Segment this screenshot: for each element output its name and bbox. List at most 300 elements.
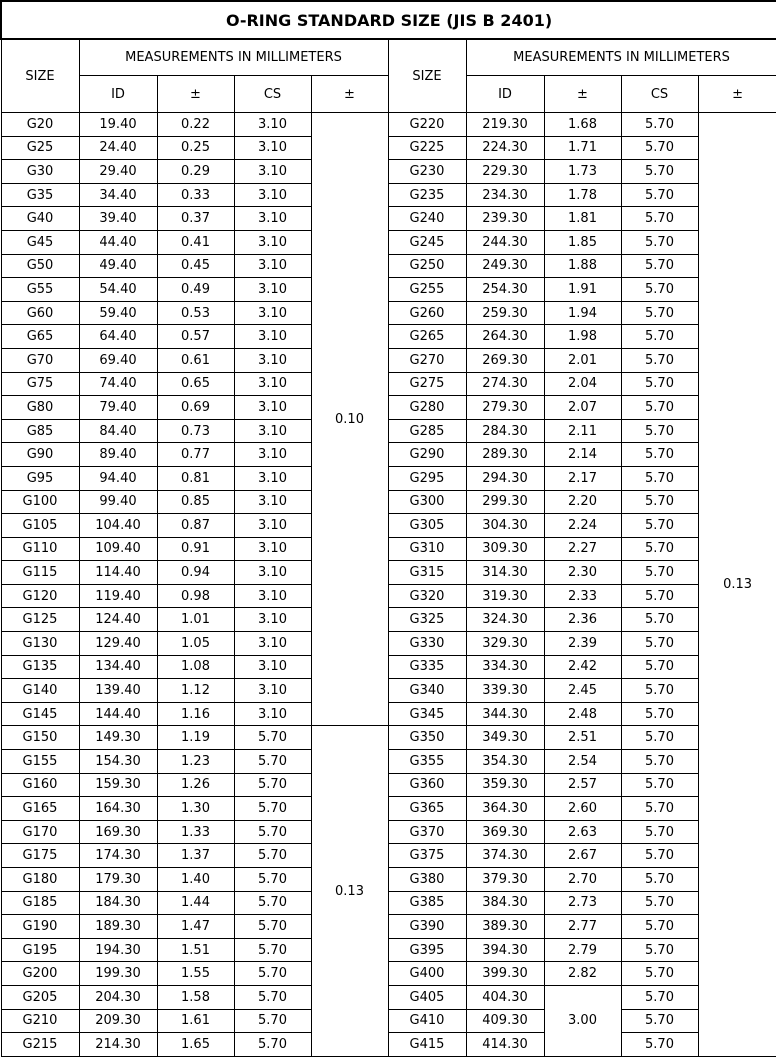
cs-cell: 3.10 <box>234 702 311 726</box>
size-cell: G45 <box>1 230 79 254</box>
id-cell: 39.40 <box>79 207 157 231</box>
cs-cell: 5.70 <box>621 938 698 962</box>
id-tol-cell: 2.79 <box>544 938 621 962</box>
id-tol-cell: 1.88 <box>544 254 621 278</box>
table-row <box>1 726 776 750</box>
size-header-right: SIZE <box>388 39 466 113</box>
cs-cell: 5.70 <box>621 113 698 137</box>
cs-cell: 3.10 <box>234 278 311 302</box>
table-row <box>1 278 776 302</box>
cs-cell: 3.10 <box>234 514 311 538</box>
size-cell: G400 <box>388 962 466 986</box>
size-cell: G20 <box>1 113 79 137</box>
size-cell: G295 <box>388 466 466 490</box>
size-cell: G395 <box>388 938 466 962</box>
cs-cell: 3.10 <box>234 113 311 137</box>
cs-cell: 3.10 <box>234 584 311 608</box>
id-tol-cell: 2.17 <box>544 466 621 490</box>
cs-cell: 3.10 <box>234 466 311 490</box>
cs-cell: 5.70 <box>621 136 698 160</box>
size-cell: G280 <box>388 396 466 420</box>
cs-cell: 5.70 <box>621 254 698 278</box>
id-tol-cell: 0.22 <box>157 113 234 137</box>
table-row <box>1 443 776 467</box>
cs-cell: 5.70 <box>621 466 698 490</box>
id-tol-cell: 2.30 <box>544 561 621 585</box>
id-cell: 344.30 <box>466 702 544 726</box>
cs-cell: 5.70 <box>621 797 698 821</box>
id-cell: 234.30 <box>466 183 544 207</box>
id-cell: 414.30 <box>466 1033 544 1057</box>
id-cell: 169.30 <box>79 820 157 844</box>
id-cell: 179.30 <box>79 868 157 892</box>
size-cell: G125 <box>1 608 79 632</box>
cs-cell: 5.70 <box>234 962 311 986</box>
id-cell: 364.30 <box>466 797 544 821</box>
id-cell: 214.30 <box>79 1033 157 1057</box>
cs-cell: 5.70 <box>621 773 698 797</box>
id-tol-cell: 2.39 <box>544 632 621 656</box>
id-tol-cell: 1.37 <box>157 844 234 868</box>
cs-cell: 3.10 <box>234 183 311 207</box>
id-tol-cell: 1.98 <box>544 325 621 349</box>
id-tol-cell: 0.85 <box>157 490 234 514</box>
id-tol-cell: 2.73 <box>544 891 621 915</box>
size-cell: G190 <box>1 915 79 939</box>
cs-cell: 5.70 <box>621 962 698 986</box>
cs-cell: 5.70 <box>621 820 698 844</box>
id-tol-cell: 0.45 <box>157 254 234 278</box>
cs-cell: 5.70 <box>234 844 311 868</box>
table-row <box>1 773 776 797</box>
table-row <box>1 655 776 679</box>
id-cell: 354.30 <box>466 750 544 774</box>
cs-cell: 5.70 <box>234 938 311 962</box>
id-tol-cell: 1.55 <box>157 962 234 986</box>
id-tol-cell: 2.27 <box>544 537 621 561</box>
size-header-left: SIZE <box>1 39 79 113</box>
table-row <box>1 136 776 160</box>
size-cell: G385 <box>388 891 466 915</box>
size-cell: G120 <box>1 584 79 608</box>
cs-cell: 3.10 <box>234 230 311 254</box>
id-cell: 399.30 <box>466 962 544 986</box>
id-cell: 104.40 <box>79 514 157 538</box>
size-cell: G140 <box>1 679 79 703</box>
id-tol-cell: 1.19 <box>157 726 234 750</box>
id-tol-cell: 0.37 <box>157 207 234 231</box>
id-tol-cell: 0.29 <box>157 160 234 184</box>
id-cell: 129.40 <box>79 632 157 656</box>
size-cell: G225 <box>388 136 466 160</box>
id-cell: 284.30 <box>466 419 544 443</box>
table-title: O-RING STANDARD SIZE (JIS B 2401) <box>1 1 776 39</box>
id-tol-header-left: ± <box>157 76 234 113</box>
id-cell: 239.30 <box>466 207 544 231</box>
id-cell: 29.40 <box>79 160 157 184</box>
id-tol-cell: 0.77 <box>157 443 234 467</box>
size-cell: G110 <box>1 537 79 561</box>
cs-cell: 3.10 <box>234 561 311 585</box>
id-tol-cell: 2.67 <box>544 844 621 868</box>
size-cell: G180 <box>1 868 79 892</box>
id-tol-cell: 1.61 <box>157 1009 234 1033</box>
size-cell: G230 <box>388 160 466 184</box>
id-cell: 54.40 <box>79 278 157 302</box>
size-cell: G330 <box>388 632 466 656</box>
table-body <box>1 113 776 1057</box>
cs-cell: 5.70 <box>234 891 311 915</box>
size-cell: G300 <box>388 490 466 514</box>
id-cell: 209.30 <box>79 1009 157 1033</box>
id-tol-cell: 2.63 <box>544 820 621 844</box>
id-cell: 274.30 <box>466 372 544 396</box>
size-cell: G35 <box>1 183 79 207</box>
id-cell: 319.30 <box>466 584 544 608</box>
id-cell: 289.30 <box>466 443 544 467</box>
cs-tol-header-right: ± <box>698 76 776 113</box>
table-row <box>1 750 776 774</box>
cs-cell: 5.70 <box>621 372 698 396</box>
id-tol-cell: 0.69 <box>157 396 234 420</box>
cs-cell: 5.70 <box>621 537 698 561</box>
id-tol-cell: 1.23 <box>157 750 234 774</box>
cs-header-right: CS <box>621 76 698 113</box>
table-row <box>1 325 776 349</box>
size-cell: G320 <box>388 584 466 608</box>
cs-cell: 5.70 <box>621 891 698 915</box>
id-cell: 79.40 <box>79 396 157 420</box>
id-tol-cell: 1.12 <box>157 679 234 703</box>
id-cell: 74.40 <box>79 372 157 396</box>
id-tol-cell: 0.87 <box>157 514 234 538</box>
id-cell: 159.30 <box>79 773 157 797</box>
id-cell: 124.40 <box>79 608 157 632</box>
id-cell: 334.30 <box>466 655 544 679</box>
size-cell: G170 <box>1 820 79 844</box>
id-tol-cell: 1.81 <box>544 207 621 231</box>
size-cell: G265 <box>388 325 466 349</box>
table-row <box>1 372 776 396</box>
id-cell: 264.30 <box>466 325 544 349</box>
size-cell: G290 <box>388 443 466 467</box>
size-cell: G215 <box>1 1033 79 1057</box>
cs-cell: 5.70 <box>621 278 698 302</box>
size-cell: G60 <box>1 301 79 325</box>
size-cell: G105 <box>1 514 79 538</box>
id-tol-cell: 1.33 <box>157 820 234 844</box>
id-cell: 389.30 <box>466 915 544 939</box>
id-tol-cell: 2.01 <box>544 348 621 372</box>
table-row <box>1 938 776 962</box>
cs-cell: 5.70 <box>234 820 311 844</box>
size-cell: G160 <box>1 773 79 797</box>
cs-cell: 5.70 <box>621 702 698 726</box>
cs-cell: 5.70 <box>621 1033 698 1057</box>
id-tol-cell: 3.00 <box>544 985 621 1056</box>
size-cell: G350 <box>388 726 466 750</box>
id-tol-cell: 0.73 <box>157 419 234 443</box>
table-row <box>1 183 776 207</box>
id-tol-cell: 1.91 <box>544 278 621 302</box>
cs-cell: 3.10 <box>234 301 311 325</box>
cs-cell: 5.70 <box>621 750 698 774</box>
id-tol-cell: 2.20 <box>544 490 621 514</box>
id-cell: 249.30 <box>466 254 544 278</box>
table-row <box>1 985 776 1009</box>
size-cell: G315 <box>388 561 466 585</box>
id-cell: 44.40 <box>79 230 157 254</box>
id-cell: 49.40 <box>79 254 157 278</box>
size-cell: G405 <box>388 985 466 1009</box>
cs-cell: 3.10 <box>234 396 311 420</box>
id-tol-cell: 2.60 <box>544 797 621 821</box>
table-row <box>1 348 776 372</box>
id-tol-cell: 0.98 <box>157 584 234 608</box>
id-cell: 64.40 <box>79 325 157 349</box>
id-tol-cell: 1.01 <box>157 608 234 632</box>
id-tol-cell: 1.58 <box>157 985 234 1009</box>
id-cell: 359.30 <box>466 773 544 797</box>
id-tol-cell: 2.51 <box>544 726 621 750</box>
id-cell: 139.40 <box>79 679 157 703</box>
cs-cell: 5.70 <box>234 868 311 892</box>
cs-cell: 5.70 <box>234 797 311 821</box>
id-header-right: ID <box>466 76 544 113</box>
id-tol-cell: 0.91 <box>157 537 234 561</box>
cs-cell: 5.70 <box>621 584 698 608</box>
cs-cell: 5.70 <box>621 632 698 656</box>
cs-cell: 3.10 <box>234 136 311 160</box>
size-cell: G30 <box>1 160 79 184</box>
cs-cell: 5.70 <box>234 750 311 774</box>
cs-cell: 5.70 <box>621 230 698 254</box>
id-cell: 254.30 <box>466 278 544 302</box>
cs-cell: 5.70 <box>621 325 698 349</box>
id-cell: 99.40 <box>79 490 157 514</box>
size-cell: G375 <box>388 844 466 868</box>
cs-cell: 5.70 <box>234 1009 311 1033</box>
table-row <box>1 419 776 443</box>
table-row <box>1 230 776 254</box>
size-cell: G145 <box>1 702 79 726</box>
size-cell: G155 <box>1 750 79 774</box>
id-cell: 379.30 <box>466 868 544 892</box>
cs-cell: 3.10 <box>234 655 311 679</box>
id-tol-cell: 1.05 <box>157 632 234 656</box>
id-tol-cell: 1.40 <box>157 868 234 892</box>
table-row <box>1 702 776 726</box>
id-cell: 394.30 <box>466 938 544 962</box>
id-tol-cell: 0.94 <box>157 561 234 585</box>
table-row <box>1 160 776 184</box>
id-cell: 244.30 <box>466 230 544 254</box>
id-tol-cell: 0.41 <box>157 230 234 254</box>
size-cell: G240 <box>388 207 466 231</box>
cs-cell: 5.70 <box>621 396 698 420</box>
id-tol-cell: 0.49 <box>157 278 234 302</box>
id-cell: 279.30 <box>466 396 544 420</box>
cs-cell: 5.70 <box>621 608 698 632</box>
id-cell: 114.40 <box>79 561 157 585</box>
size-cell: G115 <box>1 561 79 585</box>
cs-cell: 3.10 <box>234 207 311 231</box>
id-cell: 324.30 <box>466 608 544 632</box>
id-cell: 269.30 <box>466 348 544 372</box>
table-row <box>1 844 776 868</box>
table-row <box>1 1033 776 1057</box>
size-cell: G130 <box>1 632 79 656</box>
table-row <box>1 584 776 608</box>
id-tol-cell: 0.81 <box>157 466 234 490</box>
id-cell: 349.30 <box>466 726 544 750</box>
id-cell: 259.30 <box>466 301 544 325</box>
cs-cell: 3.10 <box>234 348 311 372</box>
table-row <box>1 301 776 325</box>
table-row <box>1 466 776 490</box>
id-cell: 339.30 <box>466 679 544 703</box>
cs-header-left: CS <box>234 76 311 113</box>
id-tol-cell: 1.51 <box>157 938 234 962</box>
cs-cell: 3.10 <box>234 490 311 514</box>
id-cell: 314.30 <box>466 561 544 585</box>
cs-cell: 3.10 <box>234 608 311 632</box>
size-cell: G370 <box>388 820 466 844</box>
id-tol-cell: 2.77 <box>544 915 621 939</box>
cs-cell: 5.70 <box>621 207 698 231</box>
size-cell: G275 <box>388 372 466 396</box>
cs-cell: 3.10 <box>234 419 311 443</box>
size-cell: G310 <box>388 537 466 561</box>
id-cell: 229.30 <box>466 160 544 184</box>
cs-cell: 5.70 <box>621 419 698 443</box>
id-tol-cell: 2.82 <box>544 962 621 986</box>
id-tol-cell: 2.54 <box>544 750 621 774</box>
size-cell: G25 <box>1 136 79 160</box>
id-cell: 184.30 <box>79 891 157 915</box>
id-cell: 149.30 <box>79 726 157 750</box>
cs-tol-cell: 0.13 <box>698 113 776 1057</box>
size-cell: G410 <box>388 1009 466 1033</box>
id-header-left: ID <box>79 76 157 113</box>
size-cell: G380 <box>388 868 466 892</box>
cs-tol-cell: 0.10 <box>311 113 388 726</box>
cs-cell: 5.70 <box>621 160 698 184</box>
table-row <box>1 608 776 632</box>
cs-cell: 5.70 <box>621 1009 698 1033</box>
cs-tol-header-left: ± <box>311 76 388 113</box>
size-cell: G75 <box>1 372 79 396</box>
size-cell: G325 <box>388 608 466 632</box>
id-tol-cell: 1.26 <box>157 773 234 797</box>
cs-cell: 5.70 <box>621 868 698 892</box>
id-tol-cell: 2.24 <box>544 514 621 538</box>
id-tol-cell: 2.14 <box>544 443 621 467</box>
id-tol-cell: 1.08 <box>157 655 234 679</box>
id-cell: 24.40 <box>79 136 157 160</box>
id-tol-cell: 0.65 <box>157 372 234 396</box>
table-row <box>1 891 776 915</box>
size-cell: G70 <box>1 348 79 372</box>
id-cell: 34.40 <box>79 183 157 207</box>
measurements-header-left: MEASUREMENTS IN MILLIMETERS <box>79 39 388 76</box>
size-cell: G355 <box>388 750 466 774</box>
id-cell: 89.40 <box>79 443 157 467</box>
cs-cell: 5.70 <box>621 301 698 325</box>
id-cell: 144.40 <box>79 702 157 726</box>
table-row <box>1 537 776 561</box>
id-tol-cell: 2.45 <box>544 679 621 703</box>
size-cell: G185 <box>1 891 79 915</box>
cs-cell: 5.70 <box>621 490 698 514</box>
size-cell: G50 <box>1 254 79 278</box>
id-tol-cell: 2.70 <box>544 868 621 892</box>
size-cell: G195 <box>1 938 79 962</box>
cs-cell: 5.70 <box>234 773 311 797</box>
cs-cell: 5.70 <box>621 443 698 467</box>
id-tol-cell: 1.73 <box>544 160 621 184</box>
size-cell: G250 <box>388 254 466 278</box>
table-row <box>1 915 776 939</box>
cs-cell: 5.70 <box>621 348 698 372</box>
table-row <box>1 797 776 821</box>
id-cell: 294.30 <box>466 466 544 490</box>
size-cell: G65 <box>1 325 79 349</box>
table-row <box>1 396 776 420</box>
size-cell: G365 <box>388 797 466 821</box>
size-cell: G40 <box>1 207 79 231</box>
id-tol-cell: 0.25 <box>157 136 234 160</box>
id-cell: 404.30 <box>466 985 544 1009</box>
cs-cell: 3.10 <box>234 160 311 184</box>
id-tol-cell: 0.57 <box>157 325 234 349</box>
size-cell: G285 <box>388 419 466 443</box>
size-cell: G100 <box>1 490 79 514</box>
table-row <box>1 962 776 986</box>
cs-tol-cell: 0.13 <box>311 726 388 1056</box>
id-cell: 189.30 <box>79 915 157 939</box>
id-tol-cell: 1.71 <box>544 136 621 160</box>
table-row <box>1 820 776 844</box>
size-cell: G245 <box>388 230 466 254</box>
id-tol-cell: 1.47 <box>157 915 234 939</box>
id-tol-cell: 1.85 <box>544 230 621 254</box>
cs-cell: 3.10 <box>234 254 311 278</box>
id-tol-cell: 1.44 <box>157 891 234 915</box>
id-cell: 19.40 <box>79 113 157 137</box>
measurements-header-right: MEASUREMENTS IN MILLIMETERS <box>466 39 776 76</box>
size-cell: G270 <box>388 348 466 372</box>
id-tol-cell: 2.04 <box>544 372 621 396</box>
id-tol-cell: 1.65 <box>157 1033 234 1057</box>
id-cell: 409.30 <box>466 1009 544 1033</box>
id-tol-cell: 2.07 <box>544 396 621 420</box>
id-cell: 224.30 <box>466 136 544 160</box>
id-cell: 204.30 <box>79 985 157 1009</box>
cs-cell: 3.10 <box>234 537 311 561</box>
size-cell: G175 <box>1 844 79 868</box>
table-row <box>1 113 776 137</box>
size-cell: G360 <box>388 773 466 797</box>
id-tol-cell: 1.78 <box>544 183 621 207</box>
id-tol-cell: 1.68 <box>544 113 621 137</box>
id-tol-cell: 2.42 <box>544 655 621 679</box>
cs-cell: 5.70 <box>234 985 311 1009</box>
id-cell: 309.30 <box>466 537 544 561</box>
size-cell: G345 <box>388 702 466 726</box>
id-cell: 84.40 <box>79 419 157 443</box>
size-cell: G415 <box>388 1033 466 1057</box>
